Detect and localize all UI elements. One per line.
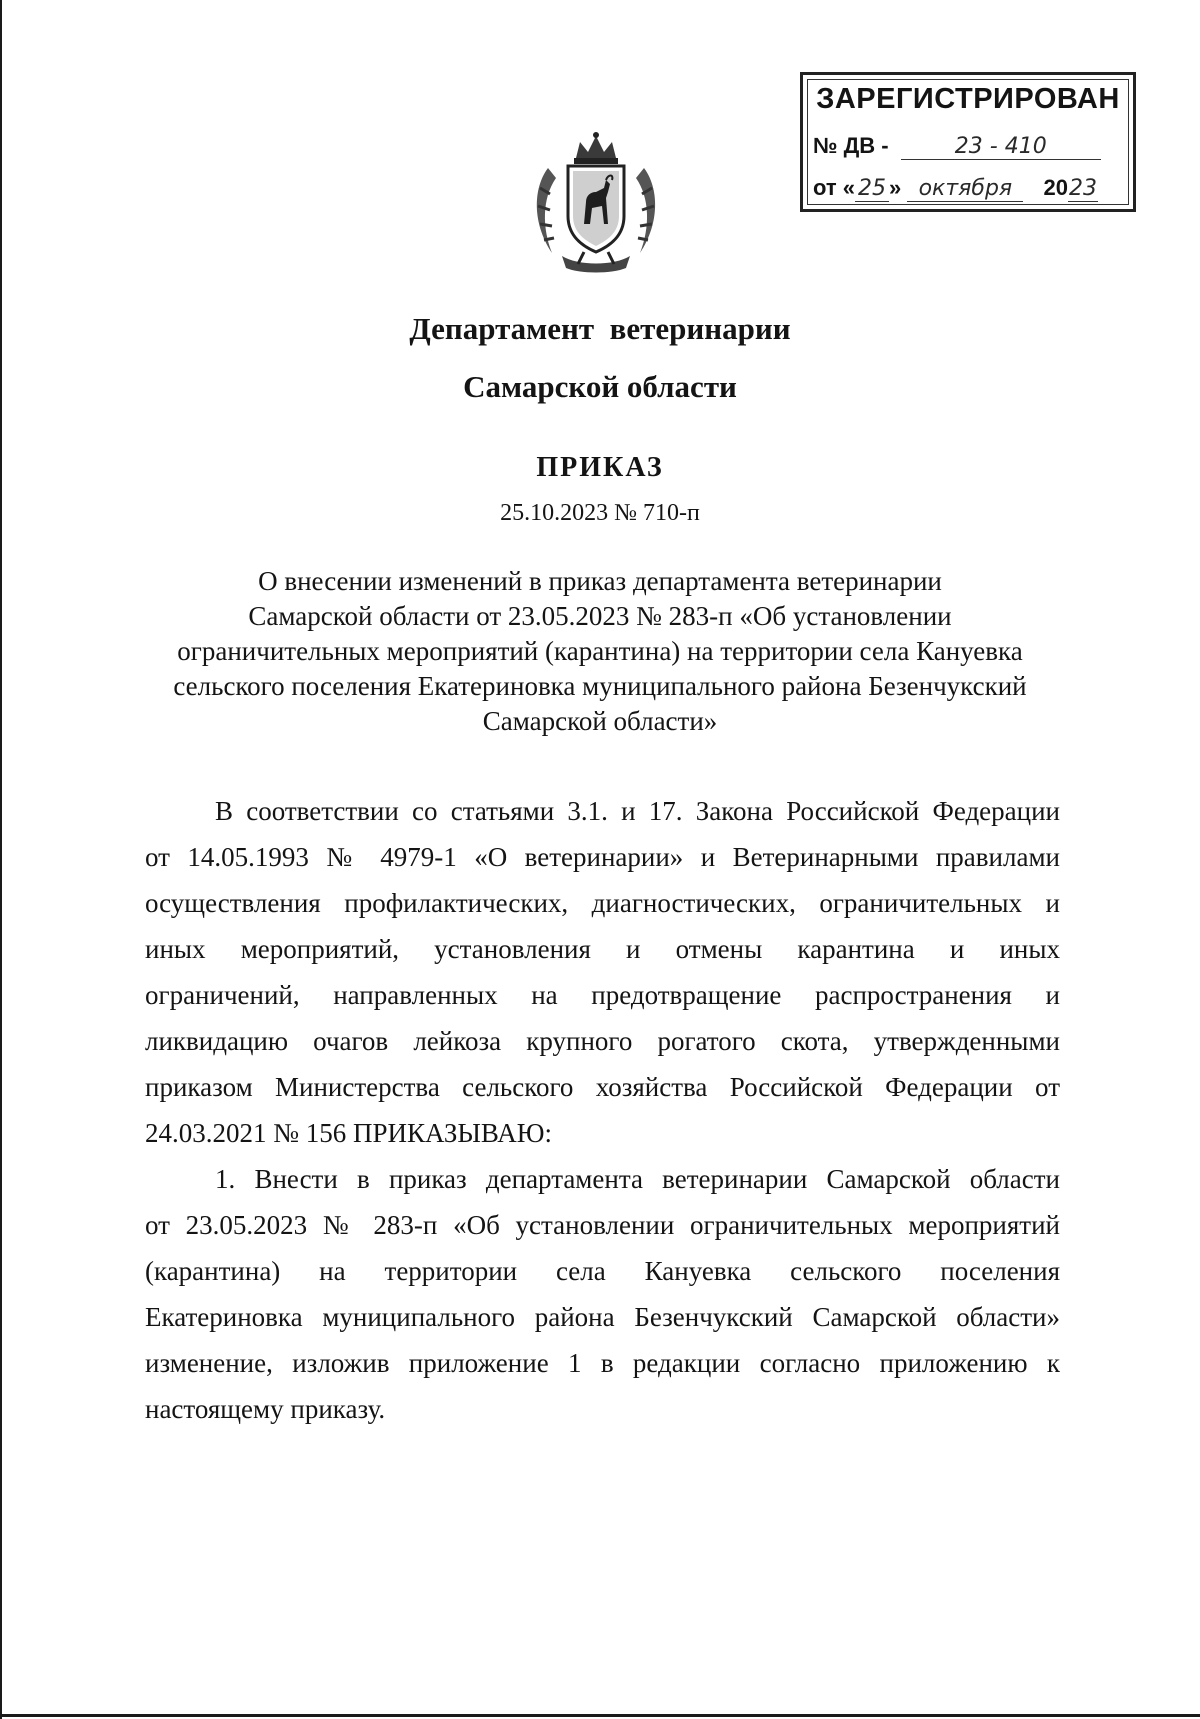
subject-line: ограничительных мероприятий (карантина) на территории села Кануевка xyxy=(177,636,1023,666)
paragraph-line: 1. Внести в приказ департамента ветеринарии Самарской области xyxy=(215,1164,1060,1194)
paragraph-line: ликвидацию очагов лейкоза крупного рогатого скота, утвержденными xyxy=(145,1026,1060,1056)
stamp-date-year-prefix: 20 xyxy=(1043,175,1068,200)
paragraph-line: В соответствии со статьями 3.1. и 17. Закона Российской Федерации xyxy=(215,796,1060,826)
department-name-line1: Департамент ветеринарии xyxy=(409,311,791,346)
department-name-line2: Самарской области xyxy=(463,369,737,404)
subject-line: Самарской области от 23.05.2023 № 283-п «Об установлении xyxy=(248,601,952,631)
subject-line: сельского поселения Екатериновка муниципального района Безенчукский xyxy=(173,671,1027,701)
stamp-date-mid: » xyxy=(889,175,902,200)
paragraph-line: осуществления профилактических, диагностических, ограничительных и xyxy=(145,888,1060,918)
stamp-date-day: 25 xyxy=(855,177,889,202)
subject-line: О внесении изменений в приказ департамента ветеринарии xyxy=(258,566,942,596)
stamp-number-row xyxy=(813,133,1101,160)
subject-line: Самарской области» xyxy=(482,706,718,736)
order-date-number: 25.10.2023 № 710-п xyxy=(500,500,700,526)
stamp-date-prefix: от « xyxy=(813,175,856,200)
paragraph-line: от 14.05.1993 № 4979-1 «О ветеринарии» и Ветеринарными правилами xyxy=(145,842,1060,872)
preamble-paragraph xyxy=(145,788,1060,1156)
paragraph-line: от 23.05.2023 № 283-п «Об установлении ограничительных мероприятий xyxy=(145,1210,1060,1240)
paragraph-line: ограничений, направленных на предотвращение распространения и xyxy=(145,980,1060,1010)
order-item-1 xyxy=(145,1156,1060,1432)
stamp-number-value: 23 - 410 xyxy=(901,135,1101,160)
paragraph-line: приказом Министерства сельского хозяйства Российской Федерации от xyxy=(145,1072,1060,1102)
order-subject xyxy=(140,564,1060,739)
paragraph-line: изменение, изложив приложение 1 в редакции согласно приложению к xyxy=(145,1348,1060,1378)
registration-stamp xyxy=(800,72,1136,212)
stamp-date-month: октября xyxy=(907,177,1023,202)
document-type-title: ПРИКАЗ xyxy=(536,452,664,483)
paragraph-line: иных мероприятий, установления и отмены карантина и иных xyxy=(145,934,1060,964)
paragraph-line: Екатериновка муниципального района Безенчукский Самарской области» xyxy=(145,1302,1060,1332)
stamp-date-row xyxy=(813,175,1098,202)
paragraph-line: настоящему приказу. xyxy=(145,1394,386,1424)
stamp-number-label: № ДВ - xyxy=(813,133,889,158)
samara-coat-of-arms-icon xyxy=(528,128,664,276)
stamp-title: ЗАРЕГИСТРИРОВАН xyxy=(816,83,1120,115)
paragraph-line: 24.03.2021 № 156 ПРИКАЗЫВАЮ: xyxy=(145,1118,552,1148)
paragraph-line: (карантина) на территории села Кануевка сельского поселения xyxy=(145,1256,1060,1286)
stamp-date-year-suffix: 23 xyxy=(1069,176,1097,201)
